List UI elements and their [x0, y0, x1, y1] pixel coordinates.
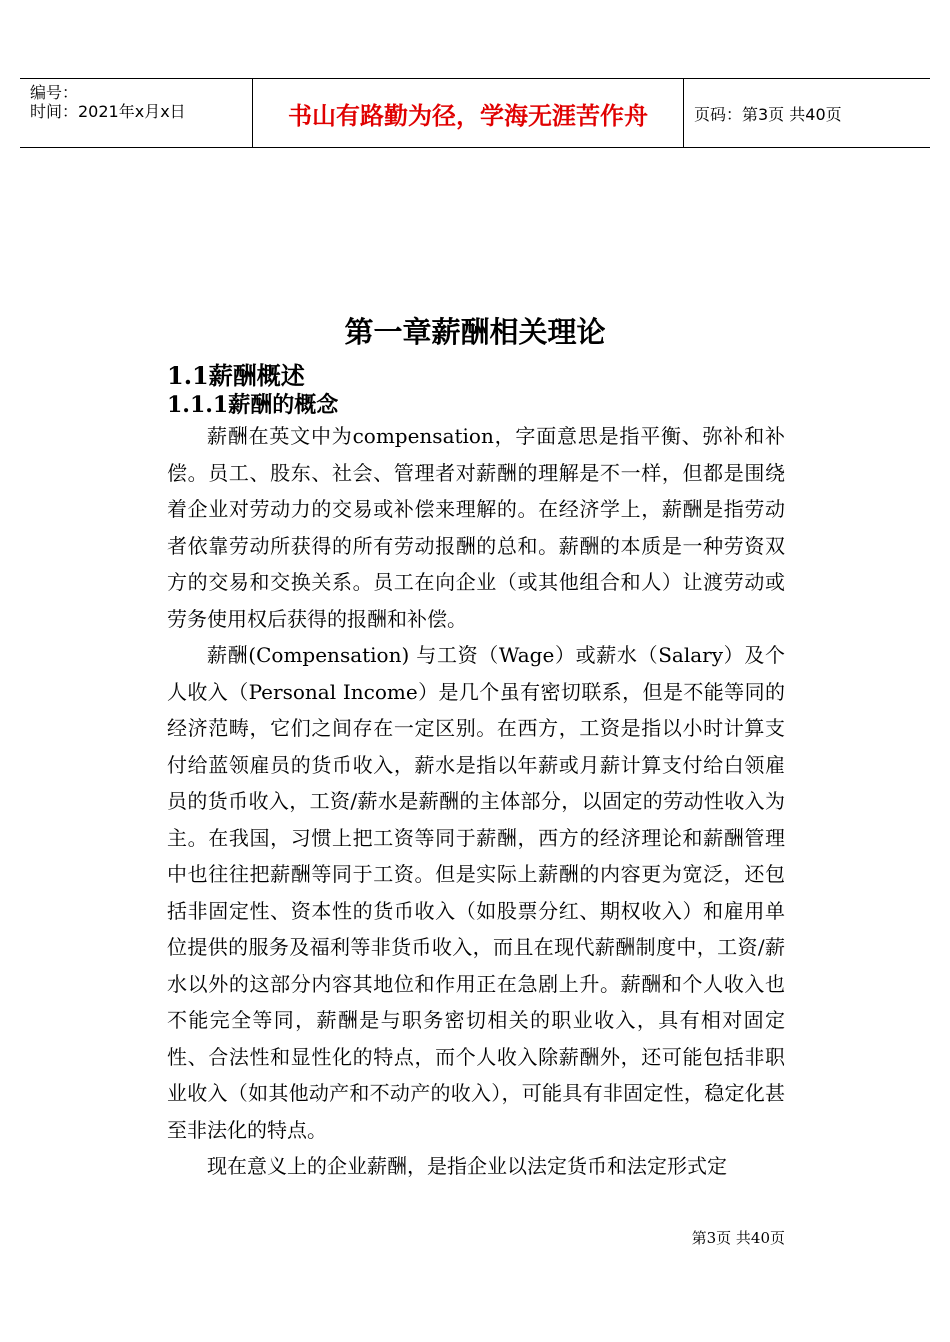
page-header: [20, 78, 930, 148]
header-meta: [20, 79, 252, 147]
subsection-title: 1.1.1薪酬的概念: [167, 392, 339, 418]
document-time-label: 时间：2021年x月x日: [30, 102, 186, 121]
chapter-title: 第一章薪酬相关理论: [344, 315, 606, 349]
page-footer: 第3页 共40页: [691, 1229, 785, 1247]
header-page-code: 页码：第3页 共40页: [694, 104, 842, 124]
section-title: 1.1薪酬概述: [167, 361, 305, 390]
header-motto: 书山有路勤为径，学海无涯苦作舟: [252, 79, 684, 147]
body-text: [167, 418, 785, 1185]
paragraph-1: 薪酬在英文中为compensation，字面意思是指平衡、弥补和补偿。员工、股东、社会、管理者对薪酬的理解是不一样，但都是围绕着企业对劳动力的交易或补偿来理解的。在经济学上，薪酬是指劳动者依靠劳动所获得的所有劳动报酬的总和。薪酬的本质是一种劳资双方的交易和交换关系。员工在向企业（或其他组合和人）让渡劳动或劳务使用权后获得的报酬和补偿。: [167, 424, 785, 631]
document-number-label: 编号：: [30, 83, 79, 102]
paragraph-2: 薪酬(Compensation) 与工资（Wage）或薪水（Salary）及个人收入（Personal Income）是几个虽有密切联系，但是不能等同的经济范畴，它们之间存在一定区别。在西方，工资是指以小时计算支付给蓝领雇员的货币收入，薪水是指以年薪或月薪计算支付给白领雇员的货币收入，工资/薪水是薪酬的主体部分，以固定的劳动性收入为主。在我国，习惯上把工资等同于薪酬，西方的经济理论和薪酬管理中也往往把薪酬等同于工资。但是实际上薪酬的内容更为宽泛，还包括非固定性、资本性的货币收入（如股票分红、期权收入）和雇用单位提供的服务及福利等非货币收入，而且在现代薪酬制度中，工资/薪水以外的这部分内容其地位和作用正在急剧上升。薪酬和个人收入也不能完全等同，薪酬是与职务密切相关的职业收入，具有相对固定性、合法性和显性化的特点，而个人收入除薪酬外，还可能包括非职业收入（如其他动产和不动产的收入），可能具有非固定性，稳定化甚至非法化的特点。: [167, 643, 785, 1142]
paragraph-3: 现在意义上的企业薪酬，是指企业以法定货币和法定形式定: [207, 1154, 727, 1178]
